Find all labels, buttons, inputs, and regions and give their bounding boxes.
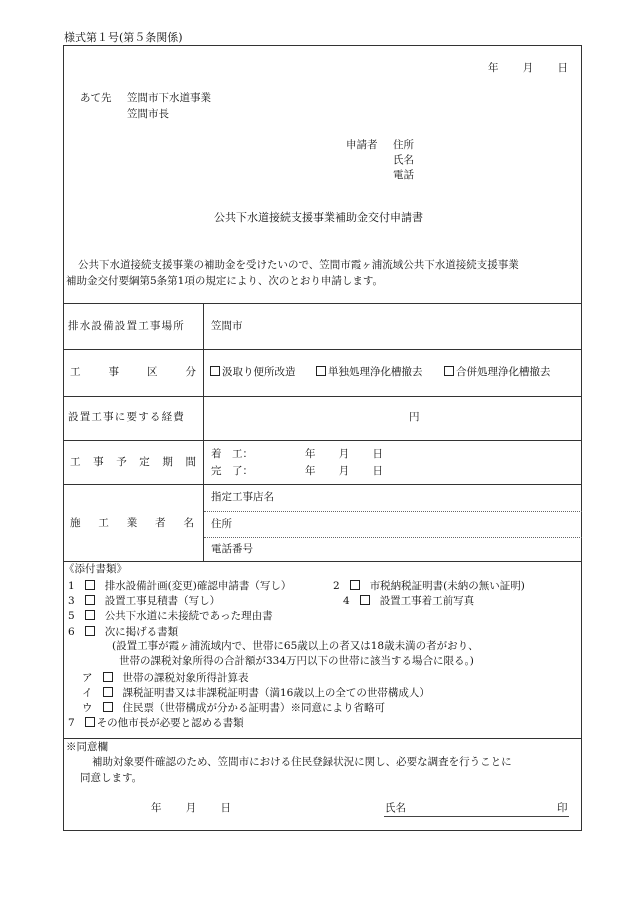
item-label: 公共下水道に未接続であった理由書 [104, 610, 273, 622]
category-label-char: 区 [147, 366, 158, 378]
applicant-phone: 電話 [393, 169, 414, 181]
checkbox-icon[interactable] [85, 626, 95, 636]
date-day: 日 [557, 62, 568, 74]
item-number: 4 [343, 595, 350, 607]
checkbox-icon[interactable] [103, 672, 113, 682]
date-line [488, 63, 568, 74]
consent-line1: 補助対象要件確認のため、笠間市における住民登録状況に関し、必要な調査を行うことに [92, 756, 512, 768]
category-label [70, 367, 196, 378]
location-label [68, 321, 198, 332]
body-text-line1: 公共下水道接続支援事業の補助金を受けたいので、笠間市霞ヶ浦流域公共下水道接続支援事業 [78, 259, 519, 271]
item-number: 1 [68, 580, 75, 592]
schedule-label-char: 予 [116, 456, 127, 468]
form-title: 公共下水道接続支援事業補助金交付申請書 [214, 211, 423, 224]
day-label: 日 [372, 465, 383, 477]
month-label: 月 [338, 448, 350, 460]
year-label: 年 [305, 465, 316, 477]
attachment-item-4[interactable] [343, 595, 474, 607]
contractor-label-char: 名 [183, 517, 194, 529]
schedule-label [70, 457, 196, 468]
consent-seal: 印 [557, 802, 568, 814]
checkbox-icon[interactable] [210, 366, 220, 376]
schedule-end-date[interactable] [305, 466, 383, 477]
attachment-item-2[interactable] [333, 580, 525, 592]
applicant-label: 申請者 [346, 139, 378, 151]
checkbox-icon[interactable] [85, 595, 95, 605]
checkbox-icon[interactable] [444, 366, 454, 376]
form-number: 様式第１号(第５条関係) [64, 31, 183, 44]
item-number: 6 [68, 626, 75, 638]
attachments-heading: 《添付書類》 [64, 563, 127, 575]
checkbox-icon[interactable] [85, 717, 95, 727]
schedule-label-char: 工 [70, 456, 81, 468]
consent-heading: ※同意欄 [66, 741, 108, 753]
cost-label [68, 412, 198, 423]
schedule-label-char: 事 [93, 456, 104, 468]
applicant-address: 住所 [393, 139, 414, 151]
checkbox-icon[interactable] [85, 610, 95, 620]
sub-item-label: ア [82, 672, 93, 684]
contractor-address-field[interactable]: 住所 [211, 518, 232, 530]
checkbox-icon[interactable] [103, 687, 113, 697]
contractor-label [70, 518, 194, 529]
category-option-label: 単独処理浄化槽撤去 [328, 366, 423, 378]
month-label: 月 [338, 465, 350, 477]
location-label-text: 排水設備設置工事場所 [68, 320, 185, 332]
attachment-item-5[interactable] [68, 610, 273, 622]
checkbox-icon[interactable] [316, 366, 326, 376]
schedule-start-label: 着 工： [211, 448, 253, 460]
category-option-label: 汲取り便所改造 [222, 366, 296, 378]
attachment-sub-a[interactable] [82, 672, 249, 684]
item-label: 住民票（世帯構成が分かる証明書）※同意により省略可 [122, 702, 385, 714]
consent-name-label: 氏名 [385, 802, 406, 814]
contractor-phone-field[interactable]: 電話番号 [211, 543, 253, 555]
location-value[interactable]: 笠間市 [211, 320, 243, 332]
row-divider-2 [63, 396, 582, 397]
applicant-name: 氏名 [393, 154, 414, 166]
category-option-3[interactable] [444, 366, 551, 378]
checkbox-icon[interactable] [103, 702, 113, 712]
category-option-1[interactable] [210, 366, 296, 378]
schedule-label-char: 間 [185, 456, 196, 468]
addressee-line2: 笠間市長 [127, 108, 169, 120]
attachment-sub-i[interactable] [82, 687, 430, 699]
attachment-sub-u[interactable] [82, 702, 385, 714]
label-column-divider [203, 303, 204, 561]
contractor-dotted-1 [204, 511, 582, 512]
consent-divider [63, 738, 582, 739]
checkbox-icon[interactable] [350, 580, 360, 590]
category-option-2[interactable] [316, 366, 423, 378]
contractor-label-char: 施 [70, 517, 81, 529]
body-text-line2: 補助金交付要綱第5条第1項の規定により、次のとおり申請します。 [66, 275, 384, 287]
item-label: 世帯の課税対象所得計算表 [122, 672, 249, 684]
item-number: 3 [68, 595, 75, 607]
sub-item-label: イ [82, 687, 93, 699]
table-top-border [63, 303, 582, 304]
category-label-char: 分 [185, 366, 196, 378]
item-label: 設置工事着工前写真 [379, 595, 475, 607]
checkbox-icon[interactable] [85, 580, 95, 590]
day-label: 日 [220, 802, 231, 814]
date-year: 年 [488, 62, 499, 74]
day-label: 日 [372, 448, 383, 460]
schedule-start-date[interactable] [305, 449, 383, 460]
cost-unit: 円 [409, 411, 420, 423]
item-label: 排水設備計画(変更)確認申請書（写し） [104, 580, 292, 592]
attachment-item-3[interactable] [68, 595, 220, 607]
year-label: 年 [305, 448, 316, 460]
addressee-label: あて先 [80, 92, 112, 104]
row-divider-4 [63, 484, 582, 485]
item-number: 2 [333, 580, 340, 592]
signature-underline[interactable] [384, 816, 569, 817]
consent-line2: 同意します。 [80, 772, 143, 784]
sub-item-label: ウ [82, 702, 93, 714]
attachment-item-6[interactable] [68, 626, 178, 638]
year-label: 年 [151, 802, 162, 814]
contractor-label-char: 業 [126, 517, 138, 529]
attachment-note-1: (設置工事が霞ヶ浦流域内で、世帯に65歳以上の者又は18歳未満の者がおり、 [112, 640, 479, 652]
category-label-char: 工 [70, 366, 81, 378]
item-label: 課税証明書又は非課税証明書（満16歳以上の全ての世帯構成人） [122, 687, 430, 699]
schedule-label-char: 定 [139, 456, 150, 468]
contractor-shop-field[interactable]: 指定工事店名 [211, 491, 274, 503]
contractor-label-char: 工 [98, 517, 109, 529]
item-label: 設置工事見積書（写し） [104, 595, 221, 607]
addressee-line1: 笠間市下水道事業 [127, 92, 211, 104]
item-number: 5 [68, 610, 75, 622]
row-divider-3 [63, 440, 582, 441]
category-option-label: 合併処理浄化槽撤去 [456, 366, 551, 378]
date-month: 月 [522, 62, 534, 74]
contractor-dotted-2 [204, 537, 582, 538]
item-label: 次に掲げる書類 [104, 626, 179, 638]
table-bottom-border [63, 561, 582, 562]
checkbox-icon[interactable] [360, 595, 370, 605]
schedule-end-label: 完 了： [211, 465, 253, 477]
cost-label-text: 設置工事に要する経費 [68, 411, 185, 423]
consent-date[interactable] [151, 803, 231, 814]
category-label-char: 事 [108, 366, 119, 378]
attachment-item-1[interactable] [68, 580, 291, 592]
schedule-label-char: 期 [162, 456, 173, 468]
item-number: 7 [68, 717, 75, 729]
contractor-label-char: 者 [155, 517, 166, 529]
item-label: 市税納税証明書(未納の無い証明) [369, 580, 525, 592]
attachment-item-7[interactable] [68, 717, 244, 729]
attachment-note-2: 世帯の課税対象所得の合計額が334万円以下の世帯に該当する場合に限る。) [119, 655, 474, 667]
item-label: その他市長が必要と認める書類 [96, 717, 244, 729]
month-label: 月 [185, 802, 197, 814]
row-divider-1 [63, 349, 582, 350]
